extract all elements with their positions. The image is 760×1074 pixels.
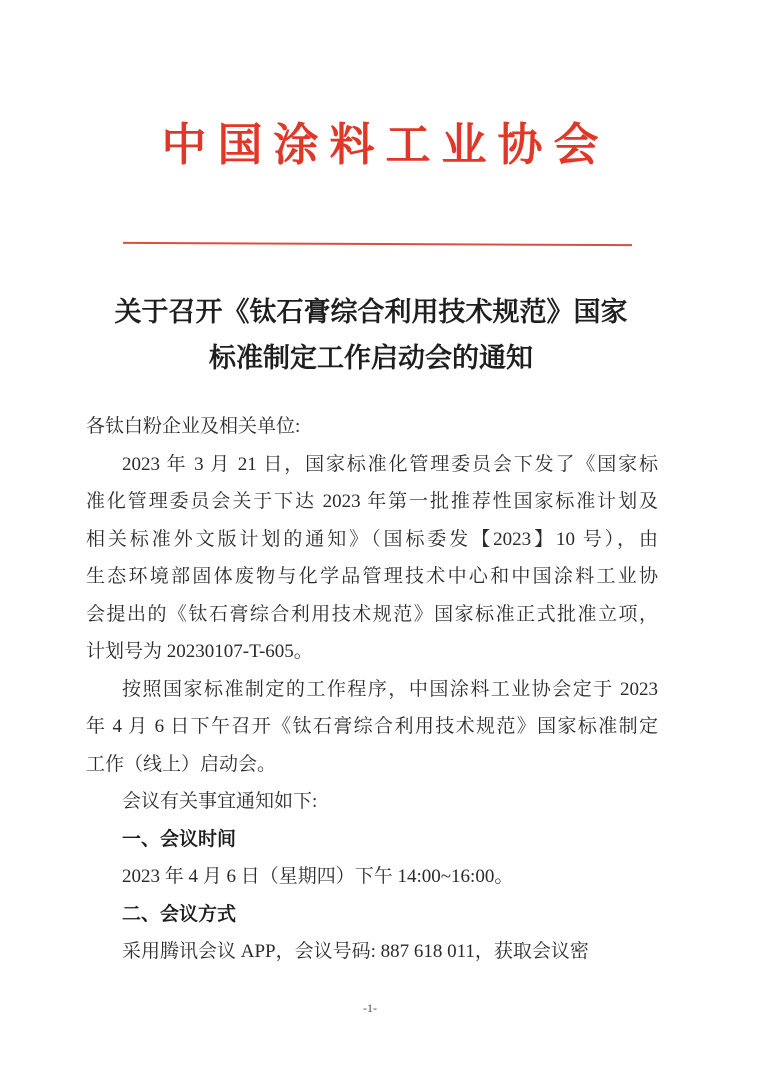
body-line: 会议有关事宜通知如下: xyxy=(122,791,318,812)
red-divider-line xyxy=(123,242,632,246)
notice-title-line-1: 关于召开《钛石膏综合利用技术规范》国家 xyxy=(114,297,628,327)
meeting-time-line: 2023 年 4 月 6 日（星期四）下午 14:00~16:00。 xyxy=(122,866,514,887)
body-line: 生态环境部固体废物与化学品管理技术中心和中国涂料工业协 xyxy=(86,566,658,587)
body-line: 工作（线上）启动会。 xyxy=(86,753,277,775)
salutation-line: 各钛白粉企业及相关单位: xyxy=(86,416,301,437)
organization-name: 中国涂料工业协会 xyxy=(161,120,610,170)
body-line: 年 4 月 6 日下午召开《钛石膏综合利用技术规范》国家标准制定 xyxy=(86,716,658,737)
body-line: 相关标准外文版计划的通知》（国标委发【2023】10 号），由 xyxy=(86,528,658,550)
body-line: 计划号为 20230107-T-605。 xyxy=(86,641,313,662)
section-heading-meeting-time: 一、会议时间 xyxy=(122,828,237,850)
notice-title-line-2: 标准制定工作启动会的通知 xyxy=(209,343,533,373)
section-heading-meeting-method: 二、会议方式 xyxy=(122,903,237,925)
notice-body xyxy=(86,408,658,971)
page-number: -1- xyxy=(363,1001,377,1015)
body-line: 按照国家标准制定的工作程序，中国涂料工业协会定于 2023 xyxy=(122,678,658,700)
notice-title xyxy=(85,289,657,381)
body-line: 2023 年 3 月 21 日，国家标准化管理委员会下发了《国家标 xyxy=(122,453,658,475)
meeting-method-line: 采用腾讯会议 APP，会议号码: 887 618 011，获取会议密 xyxy=(122,941,589,962)
body-line: 会提出的《钛石膏综合利用技术规范》国家标准正式批准立项， xyxy=(86,603,658,625)
body-line: 准化管理委员会关于下达 2023 年第一批推荐性国家标准计划及 xyxy=(86,491,658,512)
